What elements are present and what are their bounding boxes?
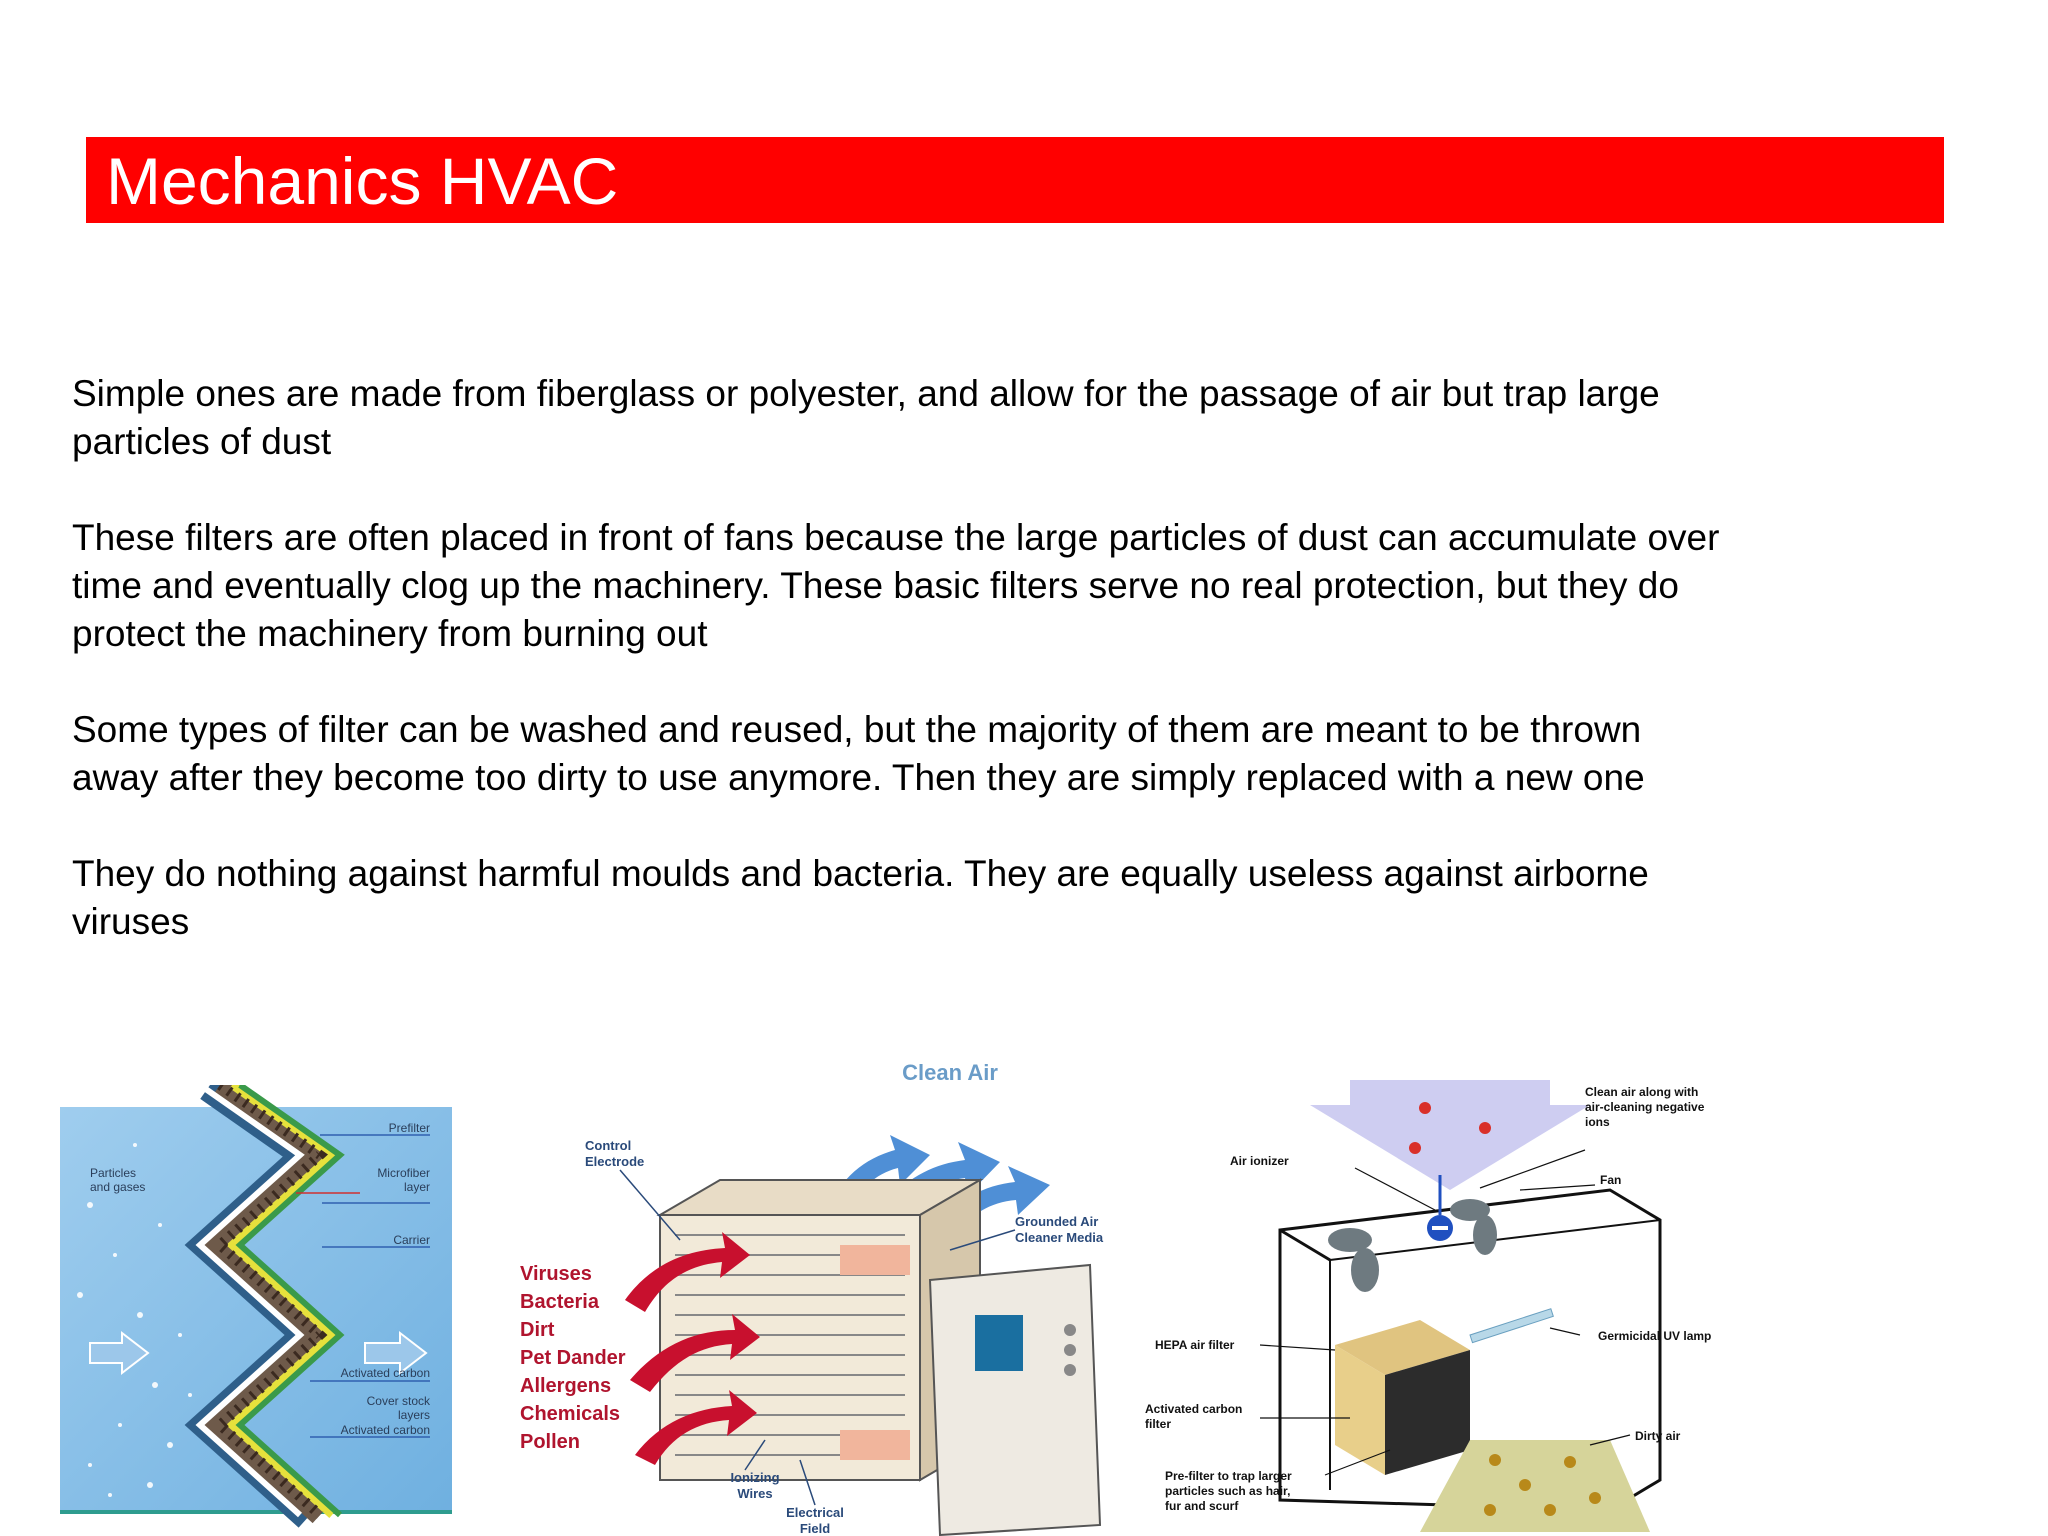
label-pre-filter: Pre-filter to trap larger <box>1165 1469 1292 1483</box>
figure-air-purifier <box>1140 1080 1780 1532</box>
label-microfiber: Microfiber <box>377 1166 430 1180</box>
label-air-ionizer: Air ionizer <box>1230 1154 1289 1168</box>
figure-filter-layers <box>60 1085 452 1531</box>
label-electrical-field: Electrical <box>786 1505 844 1520</box>
label-carrier: Carrier <box>393 1233 430 1247</box>
label-dirty-air: Dirty air <box>1635 1429 1681 1443</box>
label-electrical-field-2: Field <box>799 1521 831 1536</box>
label-grounded-media-2: Cleaner Media <box>1015 1230 1104 1245</box>
body-text <box>72 370 1732 994</box>
contaminant-bacteria: Bacteria <box>520 1291 599 1313</box>
title-bar <box>86 137 1944 223</box>
label-activated-carbon: Activated carbon <box>340 1366 430 1380</box>
label-fan: Fan <box>1600 1173 1622 1187</box>
paragraph-1: Simple ones are made from fiberglass or polyester, and allow for the passage of air but trap large particles of dust <box>72 373 1660 462</box>
label-particles-2: and gases <box>90 1180 146 1194</box>
label-cover-stock-2: layers <box>397 1408 430 1422</box>
paragraph-4: They do nothing against harmful moulds and bacteria. They are equally useless against airborne viruses <box>72 853 1649 942</box>
label-control-electrode-2: Electrode <box>585 1154 645 1169</box>
contaminant-viruses: Viruses <box>520 1263 592 1285</box>
uv-lamp-icon <box>1470 1309 1553 1343</box>
paragraph-2: These filters are often placed in front of fans because the large particles of dust can accumulate over time and eventually clog up the machinery. These basic filters serve no real protection, but they do protect the machinery from burning out <box>72 517 1720 654</box>
contaminant-pet-dander: Pet Dander <box>520 1347 626 1369</box>
contaminant-dirt: Dirt <box>520 1319 555 1341</box>
label-activated-carbon-2: Activated carbon <box>340 1423 430 1437</box>
label-microfiber-2: layer <box>403 1180 430 1194</box>
label-clean-air: Clean Air <box>902 1060 998 1085</box>
label-uv-lamp: Germicidal UV lamp <box>1598 1329 1712 1343</box>
label-grounded-media: Grounded Air <box>1015 1214 1099 1229</box>
label-particles: Particles <box>90 1166 137 1180</box>
slide-title: Mechanics HVAC <box>106 144 619 218</box>
label-clean-air-ions: Clean air along with <box>1585 1085 1699 1099</box>
label-clean-air-ions-2: air-cleaning negative <box>1585 1100 1705 1114</box>
figure-electronic-air-cleaner <box>510 1050 1110 1536</box>
label-ionizing-wires-2: Wires <box>737 1486 773 1501</box>
label-pre-filter-2: particles such as hair, <box>1165 1484 1291 1498</box>
paragraph-3: Some types of filter can be washed and reused, but the majority of them are meant to be thrown away after they become too dirty to use anymore. Then they are simply replaced with a new one <box>72 709 1645 798</box>
contaminant-allergens: Allergens <box>520 1375 612 1397</box>
hepa-filter <box>1335 1320 1470 1475</box>
label-ionizing-wires: Ionizing <box>730 1470 780 1485</box>
contaminant-pollen: Pollen <box>520 1431 581 1453</box>
label-pre-filter-3: fur and scurf <box>1165 1499 1239 1513</box>
label-cover-stock: Cover stock <box>366 1394 430 1408</box>
contaminant-chemicals: Chemicals <box>520 1403 621 1425</box>
label-hepa-filter: HEPA air filter <box>1155 1338 1235 1352</box>
label-activated-carbon-filter: Activated carbon <box>1145 1402 1243 1416</box>
label-control-electrode: Control <box>585 1138 632 1153</box>
label-prefilter: Prefilter <box>388 1121 430 1135</box>
label-activated-carbon-filter-2: filter <box>1145 1417 1172 1431</box>
label-clean-air-ions-3: ions <box>1585 1115 1610 1129</box>
control-panel <box>930 1265 1100 1535</box>
